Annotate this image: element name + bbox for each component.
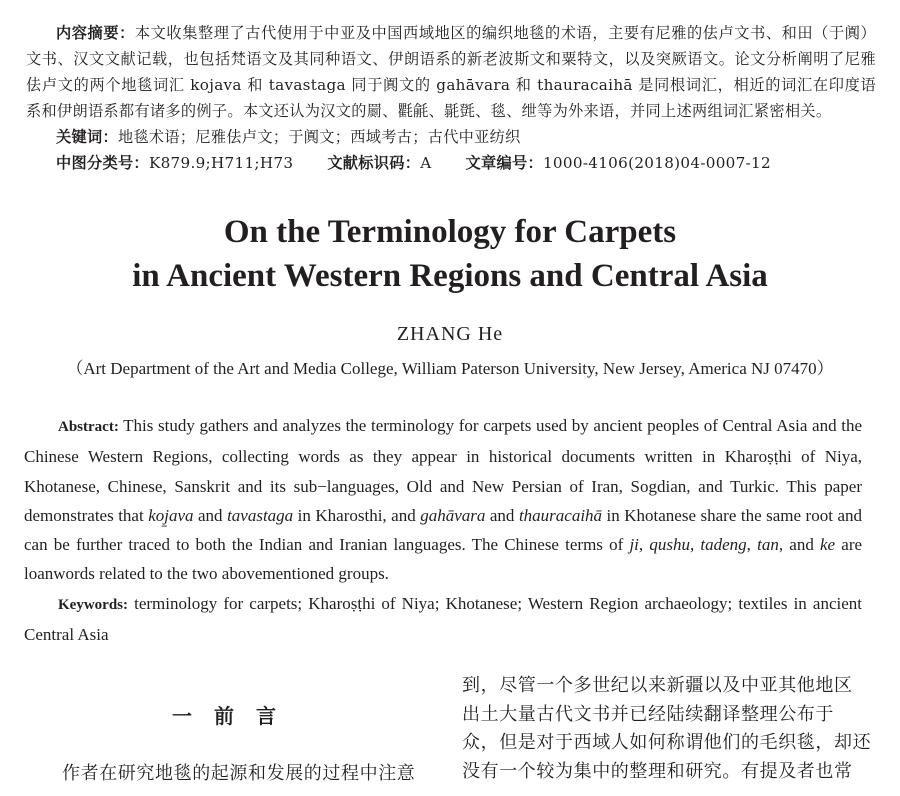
body-right-line-2: 出土大量古代文书并已经陆续翻译整理公布于 bbox=[462, 703, 834, 725]
body-right-column bbox=[462, 672, 872, 786]
english-keywords bbox=[24, 589, 862, 650]
abstract-sep-3: , bbox=[746, 535, 758, 555]
body-left-line: 作者在研究地毯的起源和发展的过程中注意 bbox=[62, 763, 416, 784]
article-number-label: 文章编号： bbox=[465, 154, 543, 172]
term-kojava: koj̱ava bbox=[148, 505, 194, 525]
abstract-sep-2: , bbox=[689, 535, 701, 555]
abstract-text-1: This study gathers and analyzes the terminology for carpets used by ancient peoples of Central Asia and the Chinese Western Regions, collecting words as they appear in historical documents written in Kharoṣṭhi of Niya, Khotanese, Chinese, Sanskrit and its sub−languages, Old and New Persian of Iran, Sogdian, and Turkic. This paper demonstrates that bbox=[24, 416, 862, 525]
english-keywords-label: Keywords: bbox=[58, 596, 128, 613]
article-number-value: 1000-4106(2018)04-0007-12 bbox=[542, 154, 771, 172]
abstract-text-4: are loanwords related to the two abovementioned groups. bbox=[24, 535, 863, 584]
body-right-line-3: 众，但是对于西域人如何称谓他们的毛织毯，却还 bbox=[462, 732, 872, 753]
english-title-line-2: in Ancient Western Regions and Central Asia bbox=[132, 258, 768, 294]
term-qushu: qushu bbox=[649, 535, 690, 555]
abstract-text-2: in Kharosthi, and bbox=[293, 505, 421, 525]
term-ji: ji bbox=[629, 535, 639, 555]
english-keywords-text: terminology for carpets; Kharoṣṭhi of Niya; Khotanese; Western Region archaeology; textiles in ancient Central Asia bbox=[24, 593, 862, 645]
section-heading: 一前言 bbox=[172, 704, 298, 728]
chinese-keywords-text: 地毯术语；尼雅佉卢文；于阗文；西域考古；古代中亚纺织 bbox=[117, 128, 521, 146]
author-affiliation: （Art Department of the Art and Media College, William Paterson University, New Jersey, America NJ 07470） bbox=[66, 359, 834, 378]
chinese-abstract-text: 本文收集整理了古代使用于中亚及中国西域地区的编织地毯的术语，主要有尼雅的佉卢文书、和田（于阗）文书、汉文文献记载，也包括梵语文及其同种语文、伊朗语系的新老波斯文和粟特文，以及突厥语文。论文分析阐明了尼雅佉卢文的两个地毯词汇 kojava 和 tavastaga 同于阗文的 gahāvara 和 thauracaihā 是同根词汇，相近的词汇在印度语系和伊朗语系都有诸多的例子。本文还认为汉文的罽、氍毹、毾㲪、毯、绁等为外来语，并同上述两组词汇紧密相关。 bbox=[26, 24, 876, 120]
abstract-conj-1: and bbox=[193, 505, 228, 525]
abstract-text-3: in Khotanese share the same root and can be further traced to both the Indian and Iranian languages. The Chinese terms of bbox=[24, 505, 862, 555]
english-abstract bbox=[24, 411, 862, 589]
body-left-column bbox=[62, 760, 415, 788]
clc-value: K879.9;H711;H73 bbox=[148, 154, 294, 172]
term-tadeng: tadeng bbox=[700, 535, 747, 555]
english-title bbox=[0, 210, 900, 298]
chinese-keywords-label: 关键词： bbox=[56, 128, 118, 146]
term-gahavara: gahāvara bbox=[420, 505, 486, 525]
author-name: ZHANG He bbox=[396, 323, 504, 345]
english-abstract-label: Abstract: bbox=[58, 419, 119, 435]
classification-line bbox=[26, 150, 876, 176]
doc-id-value: A bbox=[420, 154, 432, 172]
chinese-abstract-block bbox=[26, 20, 876, 176]
term-thauracaiha: thauracaihā bbox=[518, 505, 603, 525]
term-tan: tan bbox=[757, 535, 779, 555]
term-ke: ke bbox=[820, 535, 836, 555]
body-right-line-4: 没有一个较为集中的整理和研究。有提及者也常 bbox=[462, 760, 853, 782]
abstract-sep-1: , bbox=[638, 535, 650, 555]
chinese-abstract bbox=[26, 20, 876, 124]
doc-id-label: 文献标识码： bbox=[327, 154, 421, 172]
clc-label: 中图分类号： bbox=[56, 154, 149, 172]
chinese-keywords bbox=[26, 124, 876, 150]
chinese-abstract-label: 内容摘要： bbox=[56, 24, 135, 42]
abstract-conj-2: and bbox=[485, 505, 519, 525]
abstract-conj-3: , and bbox=[778, 535, 820, 555]
english-title-line-1: On the Terminology for Carpets bbox=[223, 214, 677, 250]
body-right-line-1: 到，尽管一个多世纪以来新疆以及中亚其他地区 bbox=[462, 675, 853, 696]
term-tavastaga: tavastaga bbox=[227, 505, 294, 525]
english-abstract-block bbox=[24, 411, 862, 649]
